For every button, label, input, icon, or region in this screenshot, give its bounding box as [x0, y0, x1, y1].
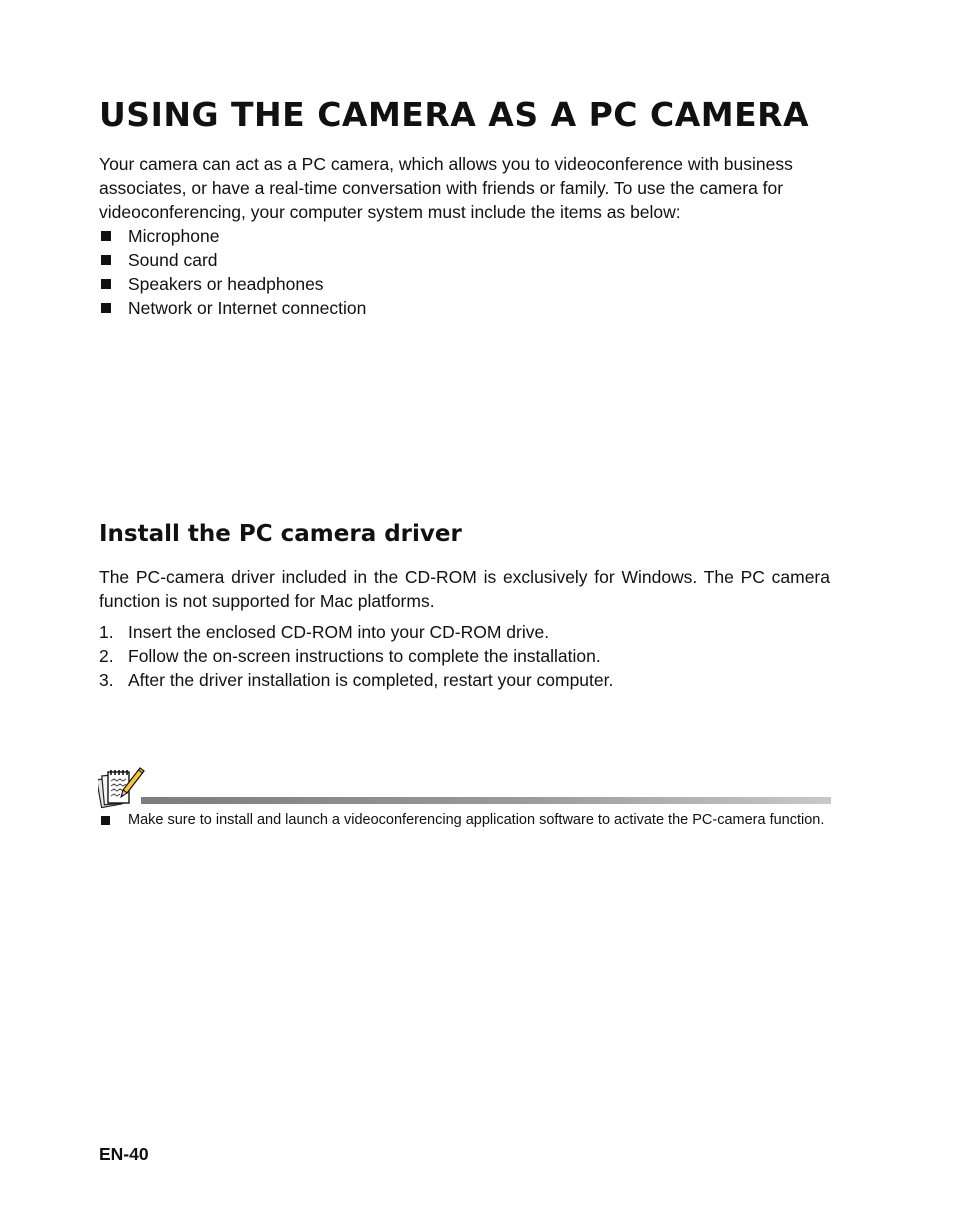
note-item: [99, 811, 830, 829]
list-item-label: Microphone: [128, 226, 220, 246]
step-number: 3.: [99, 670, 114, 690]
page-title: USING THE CAMERA AS A PC CAMERA: [99, 95, 810, 134]
step-text: Insert the enclosed CD-ROM into your CD-ROM drive.: [128, 622, 550, 642]
list-item: [99, 224, 366, 248]
step-text: After the driver installation is completed, restart your computer.: [128, 670, 614, 690]
square-bullet-icon: [101, 255, 111, 265]
note-text: Make sure to install and launch a videoconferencing application software to activate the PC-camera function.: [128, 812, 825, 828]
square-bullet-icon: [101, 303, 111, 313]
square-bullet-icon: [101, 231, 111, 241]
list-item-label: Speakers or headphones: [128, 274, 324, 294]
step-item: [99, 668, 613, 692]
driver-paragraph: The PC-camera driver included in the CD-ROM is exclusively for Windows. The PC camera function is not supported for Mac platforms.: [99, 567, 830, 611]
install-steps: [99, 620, 613, 692]
note-divider: [141, 797, 831, 804]
requirements-list: [99, 224, 366, 320]
square-bullet-icon: [101, 816, 110, 825]
step-item: [99, 644, 613, 668]
list-item-label: Sound card: [128, 250, 218, 270]
step-text: Follow the on-screen instructions to complete the installation.: [128, 646, 601, 666]
list-item: [99, 296, 366, 320]
section-heading: Install the PC camera driver: [99, 521, 462, 547]
square-bullet-icon: [101, 279, 111, 289]
note-list: [99, 811, 830, 829]
intro-paragraph: Your camera can act as a PC camera, which allows you to videoconference with business associates, or have a real-time conversation with friends or family. To use the camera for videoconferencing, your computer system must include the items as below:: [99, 154, 793, 222]
list-item: [99, 248, 366, 272]
step-number: 1.: [99, 622, 114, 642]
page-number: EN-40: [99, 1144, 149, 1164]
step-number: 2.: [99, 646, 114, 666]
step-item: [99, 620, 613, 644]
list-item-label: Network or Internet connection: [128, 298, 367, 318]
list-item: [99, 272, 366, 296]
notepad-pencil-icon: [98, 766, 146, 810]
